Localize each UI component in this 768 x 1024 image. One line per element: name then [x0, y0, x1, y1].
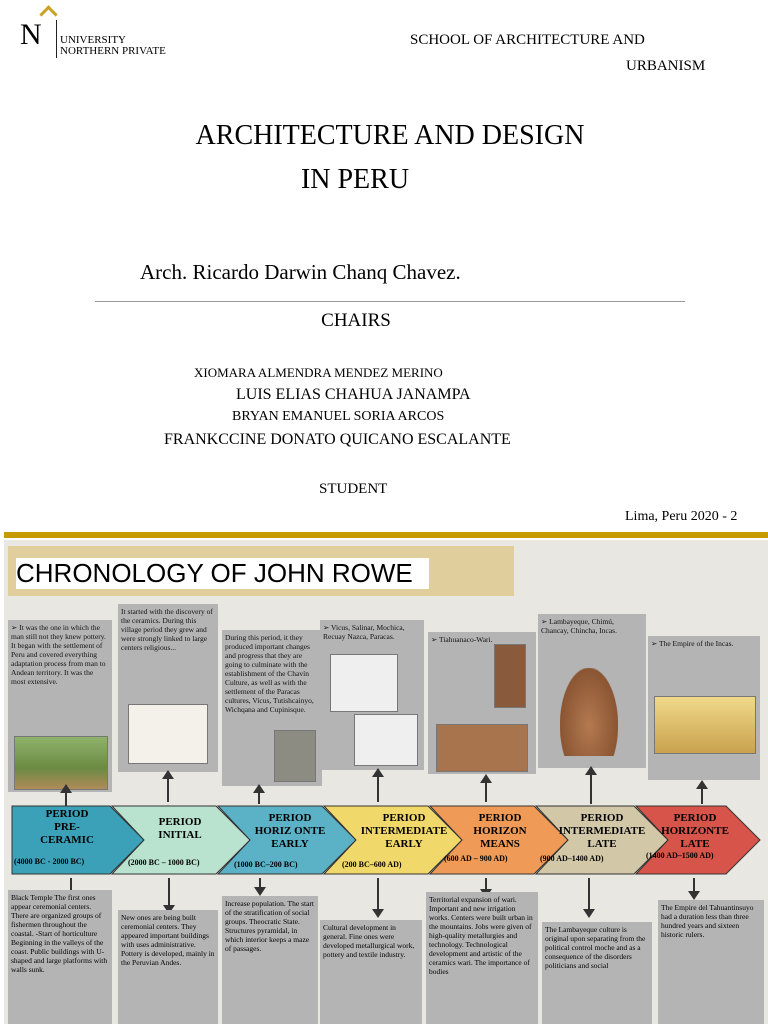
- period-card-bottom: [8, 890, 112, 1024]
- period-label: PERIOD PRE- CERAMIC: [40, 808, 94, 846]
- ruins-image: [436, 724, 528, 772]
- stone-relief-image: [274, 730, 316, 782]
- hunters-image: [14, 736, 108, 790]
- period-card-bottom: [118, 910, 218, 1024]
- period-card-top: [118, 604, 218, 772]
- ceramics-image: [128, 704, 208, 764]
- period-label: PERIOD HORIZON MEANS: [473, 812, 527, 850]
- arrow-down-icon: [588, 878, 590, 914]
- period-dates: (2000 BC – 1000 BC): [128, 858, 200, 867]
- period-dates: (1400 AD–1500 AD): [646, 851, 714, 860]
- gold-separator-bar: [4, 532, 768, 538]
- arrow-down-icon: [377, 878, 379, 914]
- card-text: The Empire del Tahuantinsuyo had a duration less than three hundred years and sixteen historic rulers.: [661, 903, 754, 939]
- chronology-infographic: [4, 540, 768, 1024]
- arrow-down-icon: [168, 878, 170, 910]
- card-text: ➢ It was the one in which the man still not they knew pottery. It began with the settlement of Peru and covered everything adaptation process from man to Andean territory. It was the most extensive.: [11, 623, 106, 686]
- page-title-line-2: IN PERU: [300, 164, 410, 195]
- arrow-up-icon: [485, 776, 487, 802]
- period-label: PERIOD HORIZONTE LATE: [661, 812, 729, 850]
- university-name: [60, 35, 166, 57]
- period-label: PERIOD HORIZ ONTE EARLY: [254, 812, 326, 850]
- period-label: PERIOD INTERMEDIATE EARLY: [360, 812, 448, 850]
- school-name-line-2: URBANISM: [626, 58, 706, 74]
- arrow-up-icon: [377, 770, 379, 802]
- period-card-bottom: [222, 896, 318, 1024]
- chairs-label: CHAIRS: [321, 310, 391, 331]
- period-card-top: [648, 636, 760, 780]
- card-text: It started with the discovery of the ceramics. During this village period they grew and were strongly linked to large centers religious...: [121, 607, 213, 652]
- wari-vessel-image: [494, 644, 526, 708]
- period-card-bottom: [426, 892, 538, 1024]
- student-name: LUIS ELIAS CHAHUA JANAMPA: [236, 386, 471, 403]
- card-text: ➢ Tiahuanaco-Wari.: [431, 635, 493, 644]
- arrow-up-icon: [590, 768, 592, 804]
- period-label: PERIOD INITIAL: [158, 816, 202, 841]
- card-text: ➢ Vicus, Salinar, Mochica, Recuay Nazca, Paracas.: [323, 623, 405, 641]
- arrow-down-icon: [693, 878, 695, 896]
- place-date: Lima, Peru 2020 - 2: [625, 509, 738, 524]
- vessel-image: [354, 714, 418, 766]
- university-line-2: NORTHERN PRIVATE: [60, 45, 166, 57]
- period-label: PERIOD INTERMEDIATE LATE: [558, 812, 646, 850]
- card-text: During this period, it they produced important changes and progress that they are going to culminate with the establishment of the Chavín Culture, as well as with the settlement of the Paracas cultures, Vicus, Tutishcainyo, Wichqana and Cupinisque.: [225, 633, 314, 714]
- vessel-image: [330, 654, 398, 712]
- card-text: ➢ The Empire of the Incas.: [651, 639, 734, 648]
- logo-letter: N: [20, 18, 42, 51]
- period-dates: (900 AD–1400 AD): [540, 854, 604, 863]
- student-name: XIOMARA ALMENDRA MENDEZ MERINO: [194, 365, 443, 380]
- arrow-up-icon: [701, 782, 703, 804]
- logo-mark-icon: [39, 5, 57, 23]
- period-card-bottom: [658, 900, 764, 1024]
- period-dates: (200 BC–600 AD): [342, 860, 402, 869]
- period-card-top: [538, 614, 646, 768]
- card-text: Black Temple The first ones appear ceremonial centers. There are organized groups of fishermen throughout the coastal. -Start of horticulture Beginning in the valleys of the coast. Public buildings with U-shaped and large platforms with walls sunk.: [11, 893, 108, 974]
- ceramic-jar-image: [560, 668, 618, 756]
- period-dates: (1000 BC–200 BC): [234, 860, 298, 869]
- period-dates: (4000 BC - 2000 BC): [14, 857, 85, 866]
- student-name: BRYAN EMANUEL SORIA ARCOS: [232, 409, 445, 424]
- card-text: Territorial expansion of wari. Important and new irrigation works. Centers were built urban in the mountains. Jobs were given of high-quality metallurgies and technology. Technological development and artistic of the ceramics wari. The importance of bodies: [429, 895, 533, 976]
- card-text: New ones are being built ceremonial centers. They appeared important buildings with uses administrative. Pottery is developed, mainly in the Peruvian Andes.: [121, 913, 215, 967]
- card-text: Cultural development in general. Fine ones were developed metallurgical work, pottery and textile industry.: [323, 923, 415, 959]
- period-dates: (600 AD – 900 AD): [444, 854, 508, 863]
- student-name: FRANKCCINE DONATO QUICANO ESCALANTE: [164, 431, 511, 448]
- page-title-line-1: ARCHITECTURE AND DESIGN: [195, 120, 585, 151]
- card-text: ➢ Lambayeque, Chimú, Chancay, Chincha, Incas.: [541, 617, 617, 635]
- school-name-line-1: SCHOOL OF ARCHITECTURE AND: [410, 32, 645, 48]
- period-card-bottom: [320, 920, 422, 1024]
- arrow-down-icon: [259, 878, 261, 892]
- card-text: Increase population. The start of the stratification of social groups. Theocratic State. Structures pyramidal, in which interior keeps a maze of passages.: [225, 899, 314, 953]
- teacher-name: Arch. Ricardo Darwin Chanq Chavez.: [140, 260, 461, 284]
- period-card-top: [8, 620, 112, 792]
- period-card-top: [320, 620, 424, 770]
- period-card-top: [428, 632, 536, 774]
- infographic-title: CHRONOLOGY OF JOHN ROWE: [16, 558, 429, 589]
- divider-line: [95, 301, 685, 302]
- university-line-1: UNIVERSITY: [60, 34, 126, 46]
- inca-rulers-image: [654, 696, 756, 754]
- card-text: The Lambayeque culture is original upon separating from the political control moche and as a consequence of the disorders politicians and social: [545, 925, 646, 970]
- period-card-bottom: [542, 922, 652, 1024]
- logo-divider: [56, 20, 57, 58]
- student-label: STUDENT: [319, 481, 388, 497]
- arrow-up-icon: [167, 772, 169, 802]
- period-card-top: [222, 630, 322, 786]
